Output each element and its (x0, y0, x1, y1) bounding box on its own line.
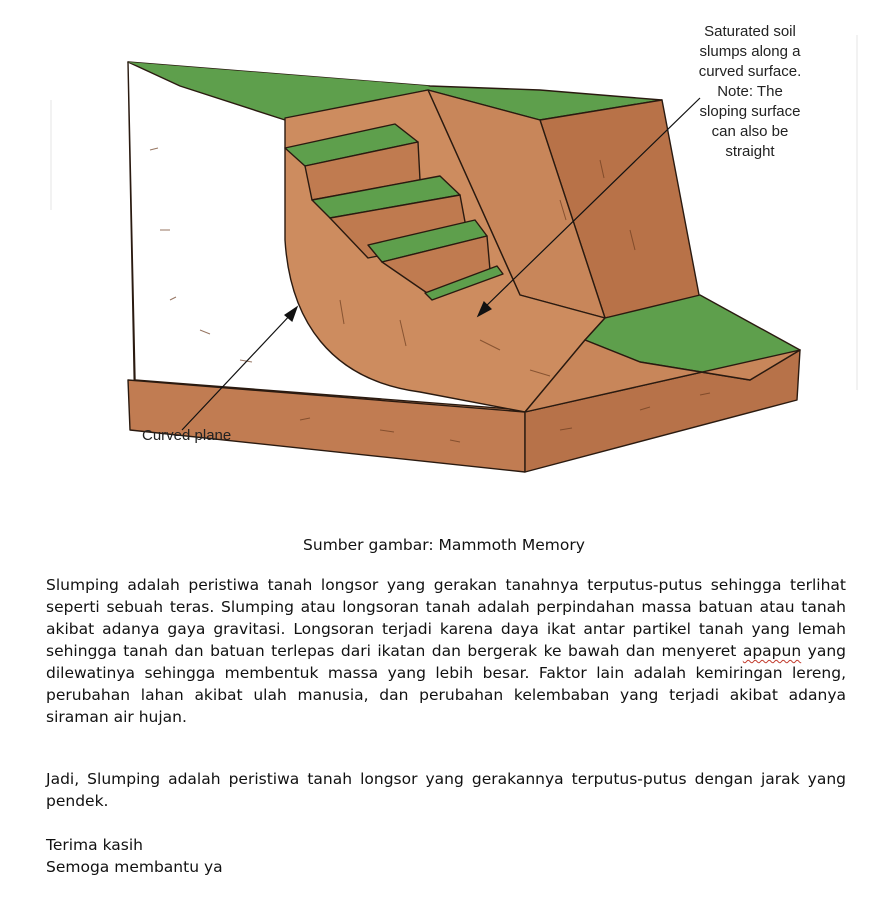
paragraph-text: yang dilewatinya sehingga membentuk massa yang lebih besar. Faktor lain adalah kemiringan lereng, perubahan lahan akibat ulah manusia, dan perubahan kelembaban yang terjadi akibat adanya siraman air hujan. (46, 642, 846, 726)
annotation-line: slumps along a (699, 43, 801, 60)
annotation-line: curved surface. (698, 63, 802, 80)
spellcheck-flagged-word[interactable]: apapun (742, 642, 802, 660)
closing-thanks: Terima kasih (46, 836, 143, 854)
annotation-curved-plane: Curved plane (142, 427, 232, 444)
annotation-line: straight (725, 143, 775, 160)
paragraph-definition (46, 574, 846, 728)
annotation-saturated-soil (680, 22, 820, 162)
annotation-line: can also be (711, 123, 789, 140)
annotation-line: Note: The (717, 83, 783, 100)
closing-wish: Semoga membantu ya (46, 858, 223, 876)
image-source-caption: Sumber gambar: Mammoth Memory (303, 536, 585, 554)
annotation-line: sloping surface (699, 103, 801, 120)
paragraph-text: Slumping adalah peristiwa tanah longsor yang gerakan tanahnya terputus-putus sehingga terlihat seperti sebuah teras. Slumping atau longsoran tanah adalah perpindahan massa batuan atau tanah akibat adanya gaya gravitasi. Longsoran terjadi karena daya ikat antar partikel tanah yang lemah sehingga tanah dan batuan terlepas dari ikatan dan bergerak ke bawah dan menyeret (46, 576, 846, 660)
paragraph-conclusion: Jadi, Slumping adalah peristiwa tanah longsor yang gerakannya terputus-putus dengan jarak yang pendek. (46, 770, 846, 810)
annotation-line: Saturated soil (704, 23, 796, 40)
closing (46, 834, 846, 878)
